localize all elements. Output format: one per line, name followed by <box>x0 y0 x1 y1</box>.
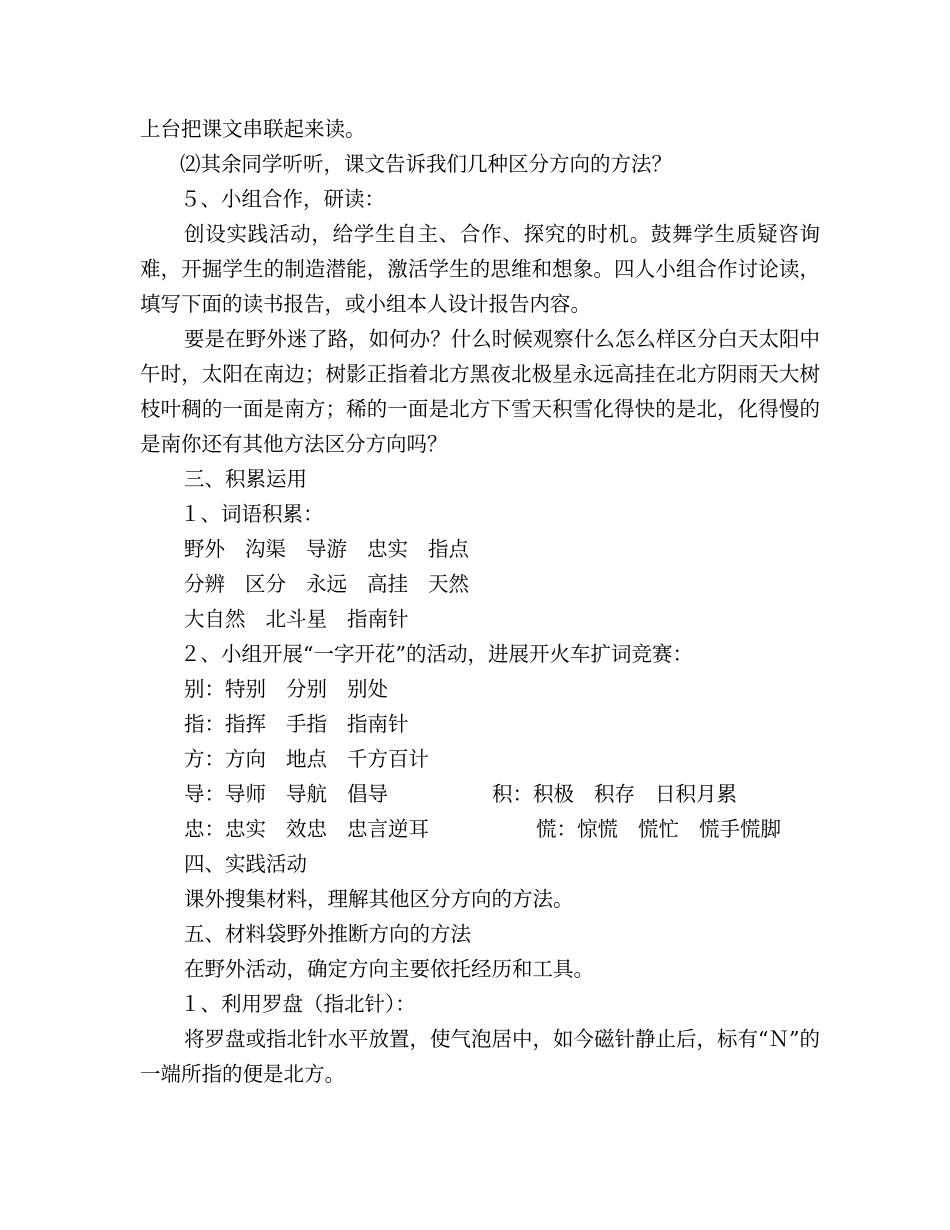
vocab-word: 指点 <box>428 537 469 561</box>
expand-word: 方向 <box>225 747 266 771</box>
expand-row <box>140 672 820 707</box>
vocab-word: 高挂 <box>367 572 408 596</box>
expand-word: 指南针 <box>347 712 409 736</box>
expand-word: 地点 <box>286 747 327 771</box>
expand-word: 特别 <box>225 677 266 701</box>
expand-row <box>140 777 820 812</box>
section-step-5: ５、小组合作，研读： <box>180 187 385 211</box>
expand-word: 指挥 <box>225 712 266 736</box>
expand-word: 慌手慌脚 <box>699 817 781 841</box>
expand-row <box>140 707 820 742</box>
expand-word: 积极 <box>533 782 574 806</box>
subheading-vocab: １、词语积累： <box>180 502 324 526</box>
expand-head: 指： <box>184 712 225 736</box>
vocab-word: 沟渠 <box>245 537 286 561</box>
expand-word: 千方百计 <box>347 747 429 771</box>
vocab-word: 野外 <box>184 537 225 561</box>
expand-word: 惊慌 <box>577 817 618 841</box>
expand-word: 手指 <box>286 712 327 736</box>
expand-word: 导师 <box>225 782 266 806</box>
expand-row <box>140 742 820 777</box>
vocab-word: 导游 <box>306 537 347 561</box>
paragraph: 要是在野外迷了路，如何办？什么时候观察什么怎么样区分白天太阳中午时，太阳在南边；树影正指着北方黑夜北极星永远高挂在北方阴雨天大树枝叶稠的一面是南方；稀的一面是北方下雪天积雪化得快的是北，化得慢的是南你还有其他方法区分方向吗？ <box>140 327 820 456</box>
vocab-word: 大自然 <box>184 607 246 631</box>
expand-row <box>140 812 820 847</box>
expand-word: 慌忙 <box>638 817 679 841</box>
text-line: ⑵其余同学听听，课文告诉我们几种区分方向的方法？ <box>180 152 672 176</box>
document-body <box>140 112 820 1092</box>
text-line: 上台把课文串联起来读。 <box>140 117 366 141</box>
vocab-word: 天然 <box>428 572 469 596</box>
expand-word: 倡导 <box>347 782 388 806</box>
expand-word: 积存 <box>594 782 635 806</box>
expand-word: 效忠 <box>286 817 327 841</box>
expand-column-2 <box>492 777 737 812</box>
expand-head: 别： <box>184 677 225 701</box>
expand-word: 忠言逆耳 <box>347 817 429 841</box>
expand-word: 别处 <box>347 677 388 701</box>
expand-head: 忠： <box>184 817 225 841</box>
text-line: 在野外活动，确定方向主要依托经历和工具。 <box>184 957 594 981</box>
vocab-word: 永远 <box>306 572 347 596</box>
vocab-word: 北斗星 <box>265 607 327 631</box>
vocab-word: 分辨 <box>184 572 225 596</box>
expand-word: 忠实 <box>225 817 266 841</box>
subheading-compass: １、利用罗盘（指北针）： <box>180 992 416 1016</box>
expand-column-2 <box>536 812 781 847</box>
vocab-row <box>140 567 820 602</box>
expand-head: 导： <box>184 782 225 806</box>
subheading-expand: ２、小组开展“一字开花”的活动，进展开火车扩词竞赛： <box>180 642 693 666</box>
expand-head: 慌： <box>536 817 577 841</box>
expand-word: 导航 <box>286 782 327 806</box>
vocab-word: 忠实 <box>367 537 408 561</box>
expand-head: 积： <box>492 782 533 806</box>
expand-word: 分别 <box>286 677 327 701</box>
vocab-word: 区分 <box>245 572 286 596</box>
vocab-word: 指南针 <box>347 607 409 631</box>
text-line: 课外搜集材料，理解其他区分方向的方法。 <box>184 887 574 911</box>
vocab-row <box>140 602 820 637</box>
section-heading-4: 四、实践活动 <box>184 852 307 876</box>
section-heading-5: 五、材料袋野外推断方向的方法 <box>184 922 471 946</box>
section-heading-3: 三、积累运用 <box>184 467 307 491</box>
paragraph: 创设实践活动，给学生自主、合作、探究的时机。鼓舞学生质疑咨询难，开掘学生的制造潜能，激活学生的思维和想象。四人小组合作讨论读，填写下面的读书报告，或小组本人设计报告内容。 <box>140 222 820 316</box>
expand-word: 日积月累 <box>655 782 737 806</box>
paragraph: 将罗盘或指北针水平放置，使气泡居中，如今磁针静止后，标有“Ｎ”的一端所指的便是北方。 <box>140 1027 820 1086</box>
expand-head: 方： <box>184 747 225 771</box>
vocab-row <box>140 532 820 567</box>
